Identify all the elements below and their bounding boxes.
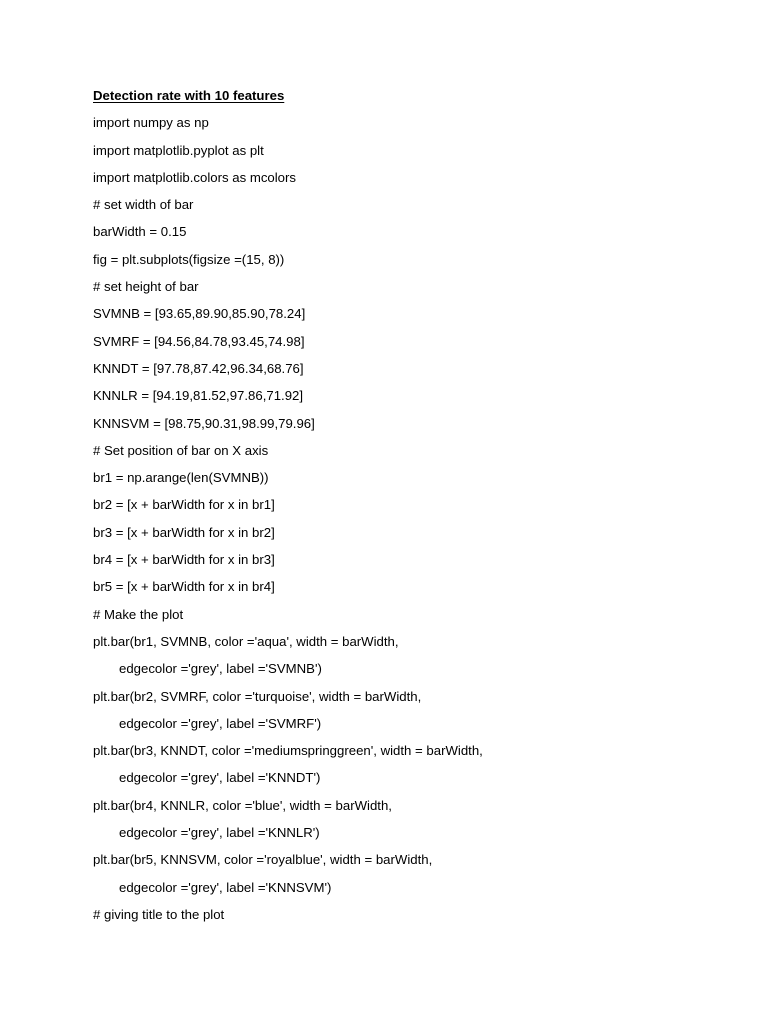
code-line: br2 = [x + barWidth for x in br1] [93, 497, 275, 513]
code-line: KNNLR = [94.19,81.52,97.86,71.92] [93, 388, 304, 404]
code-line: SVMNB = [93.65,89.90,85.90,78.24] [93, 306, 306, 322]
code-line: plt.bar(br4, KNNLR, color ='blue', width = barWidth, [93, 797, 392, 813]
code-line: import matplotlib.colors as mcolors [93, 169, 297, 185]
code-line: plt.bar(br5, KNNSVM, color ='royalblue', width = barWidth, [93, 852, 433, 868]
code-line-indented: edgecolor ='grey', label ='KNNDT') [119, 770, 321, 786]
code-line-indented: edgecolor ='grey', label ='KNNSVM') [119, 879, 332, 895]
code-line-indented: edgecolor ='grey', label ='SVMRF') [119, 715, 322, 731]
code-comment-line: # Set position of bar on X axis [93, 442, 269, 458]
code-line: br4 = [x + barWidth for x in br3] [93, 552, 275, 568]
document-heading: Detection rate with 10 features [93, 88, 285, 103]
code-comment-line: # set width of bar [93, 197, 194, 213]
code-line: import numpy as np [93, 115, 209, 131]
code-line: fig = plt.subplots(figsize =(15, 8)) [93, 251, 285, 267]
code-line: import matplotlib.pyplot as plt [93, 142, 264, 158]
code-line: KNNSVM = [98.75,90.31,98.99,79.96] [93, 415, 315, 431]
code-line: plt.bar(br3, KNNDT, color ='mediumspringgreen', width = barWidth, [93, 743, 483, 759]
code-line-indented: edgecolor ='grey', label ='KNNLR') [119, 825, 320, 841]
code-line: KNNDT = [97.78,87.42,96.34,68.76] [93, 360, 304, 376]
code-line: br3 = [x + barWidth for x in br2] [93, 524, 275, 540]
code-comment-line: # giving title to the plot [93, 906, 225, 922]
code-line: plt.bar(br2, SVMRF, color ='turquoise', width = barWidth, [93, 688, 422, 704]
code-comment-line: # set height of bar [93, 279, 199, 295]
code-line: plt.bar(br1, SVMNB, color ='aqua', width = barWidth, [93, 633, 399, 649]
code-line: br1 = np.arange(len(SVMNB)) [93, 470, 269, 486]
code-comment-line: # Make the plot [93, 606, 184, 622]
code-line: barWidth = 0.15 [93, 224, 187, 240]
document-body [93, 86, 733, 932]
code-line-indented: edgecolor ='grey', label ='SVMNB') [119, 661, 322, 677]
code-line: br5 = [x + barWidth for x in br4] [93, 579, 275, 595]
code-line: SVMRF = [94.56,84.78,93.45,74.98] [93, 333, 305, 349]
